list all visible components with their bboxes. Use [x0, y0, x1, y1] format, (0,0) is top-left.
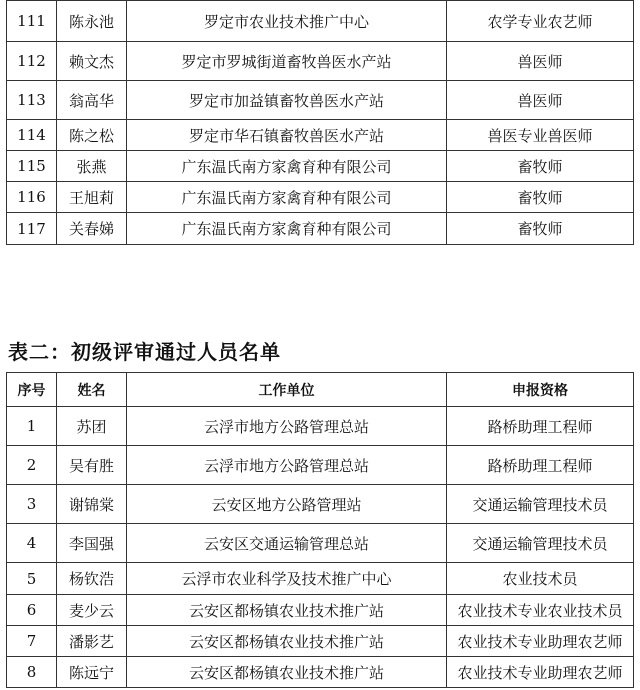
cell-qual: 交通运输管理技术员: [447, 485, 634, 524]
cell-unit: 罗定市华石镇畜牧兽医水产站: [127, 120, 447, 151]
table-row: [7, 595, 634, 626]
cell-qual: 兽医师: [447, 81, 634, 120]
cell-qual: 交通运输管理技术员: [447, 524, 634, 563]
table-row: [7, 657, 634, 688]
cell-qual: 畜牧师: [447, 151, 634, 182]
cell-name: 陈永池: [57, 1, 127, 42]
cell-no: 116: [7, 182, 57, 213]
cell-name: 陈远宁: [57, 657, 127, 688]
cell-no: 4: [7, 524, 57, 563]
cell-name: 苏团: [57, 407, 127, 446]
cell-name: 关春娣: [57, 213, 127, 245]
cell-no: 1: [7, 407, 57, 446]
cell-no: 115: [7, 151, 57, 182]
cell-qual: 路桥助理工程师: [447, 407, 634, 446]
cell-name: 谢锦棠: [57, 485, 127, 524]
table-row: [7, 446, 634, 485]
table-row: [7, 42, 634, 81]
cell-unit: 广东温氏南方家禽育种有限公司: [127, 151, 447, 182]
cell-unit: 罗定市农业技术推广中心: [127, 1, 447, 42]
cell-name: 王旭莉: [57, 182, 127, 213]
cell-qual: 畜牧师: [447, 182, 634, 213]
cell-no: 113: [7, 81, 57, 120]
cell-qual: 兽医师: [447, 42, 634, 81]
table-row: [7, 1, 634, 42]
cell-qual: 农业技术专业助理农艺师: [447, 626, 634, 657]
cell-no: 117: [7, 213, 57, 245]
cell-unit: 云安区都杨镇农业技术推广站: [127, 657, 447, 688]
cell-qual: 兽医专业兽医师: [447, 120, 634, 151]
cell-unit: 云浮市地方公路管理总站: [127, 407, 447, 446]
cell-name: 翁高华: [57, 81, 127, 120]
cell-unit: 云安区都杨镇农业技术推广站: [127, 595, 447, 626]
table-row: [7, 81, 634, 120]
cell-name: 杨钦浩: [57, 563, 127, 595]
cell-no: 8: [7, 657, 57, 688]
cell-name: 张燕: [57, 151, 127, 182]
table-header-row: [7, 373, 634, 407]
table-row: [7, 524, 634, 563]
cell-qual: 畜牧师: [447, 213, 634, 245]
cell-name: 赖文杰: [57, 42, 127, 81]
cell-qual: 农业技术专业农业技术员: [447, 595, 634, 626]
cell-name: 潘影艺: [57, 626, 127, 657]
cell-no: 3: [7, 485, 57, 524]
cell-no: 111: [7, 1, 57, 42]
cell-unit: 云安区地方公路管理站: [127, 485, 447, 524]
header-qual: 申报资格: [447, 373, 634, 407]
table-row: [7, 485, 634, 524]
table-row: [7, 213, 634, 245]
cell-unit: 云浮市农业科学及技术推广中心: [127, 563, 447, 595]
cell-unit: 云浮市地方公路管理总站: [127, 446, 447, 485]
cell-name: 麦少云: [57, 595, 127, 626]
cell-name: 陈之松: [57, 120, 127, 151]
cell-qual: 农业技术员: [447, 563, 634, 595]
approved-personnel-table-2: [6, 372, 634, 688]
cell-no: 2: [7, 446, 57, 485]
cell-no: 5: [7, 563, 57, 595]
cell-qual: 农学专业农艺师: [447, 1, 634, 42]
cell-no: 6: [7, 595, 57, 626]
cell-unit: 云安区交通运输管理总站: [127, 524, 447, 563]
cell-no: 112: [7, 42, 57, 81]
cell-unit: 云安区都杨镇农业技术推广站: [127, 626, 447, 657]
cell-unit: 广东温氏南方家禽育种有限公司: [127, 182, 447, 213]
cell-qual: 路桥助理工程师: [447, 446, 634, 485]
table-row: [7, 407, 634, 446]
cell-no: 7: [7, 626, 57, 657]
approved-personnel-table-1: [6, 0, 634, 245]
table-row: [7, 182, 634, 213]
table-row: [7, 626, 634, 657]
table-row: [7, 120, 634, 151]
header-no: 序号: [7, 373, 57, 407]
section-title: 表二：初级评审通过人员名单: [8, 340, 281, 364]
table-row: [7, 563, 634, 595]
cell-unit: 罗定市罗城街道畜牧兽医水产站: [127, 42, 447, 81]
cell-unit: 罗定市加益镇畜牧兽医水产站: [127, 81, 447, 120]
cell-unit: 广东温氏南方家禽育种有限公司: [127, 213, 447, 245]
cell-no: 114: [7, 120, 57, 151]
table-row: [7, 151, 634, 182]
header-unit: 工作单位: [127, 373, 447, 407]
cell-qual: 农业技术专业助理农艺师: [447, 657, 634, 688]
cell-name: 李国强: [57, 524, 127, 563]
cell-name: 吴有胜: [57, 446, 127, 485]
header-name: 姓名: [57, 373, 127, 407]
